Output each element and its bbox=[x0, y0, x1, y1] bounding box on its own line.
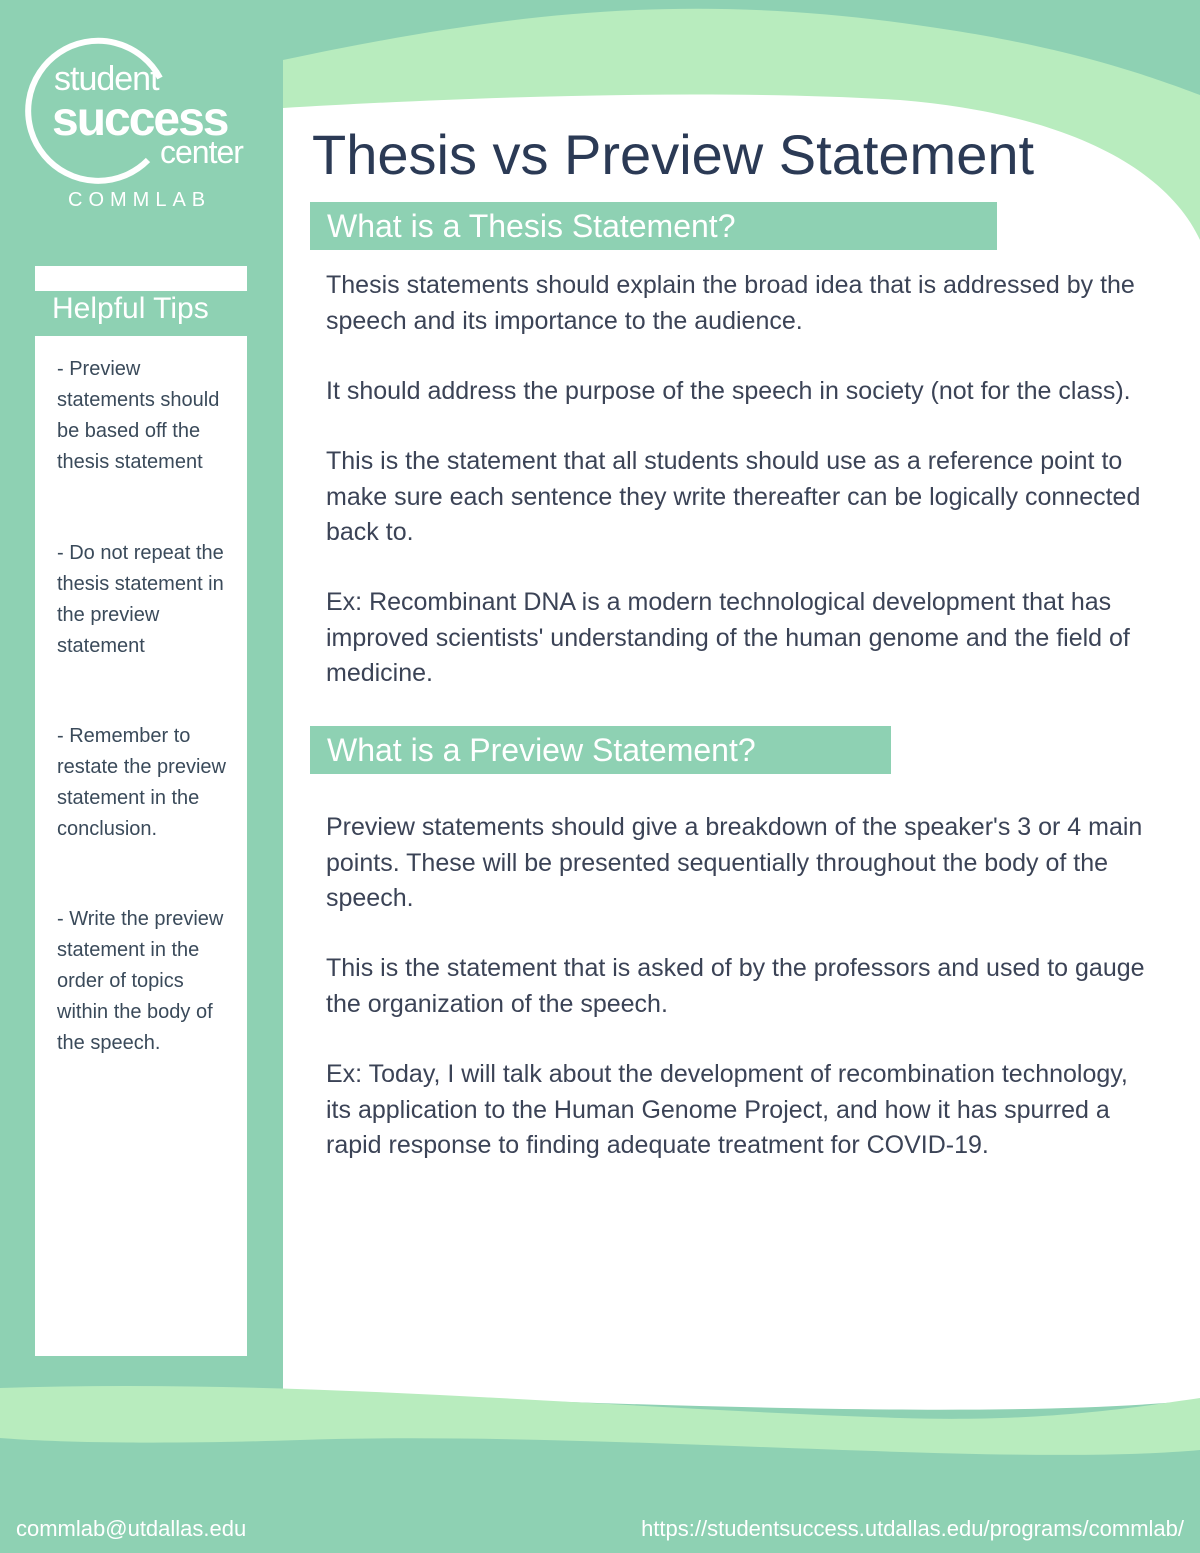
thesis-heading: What is a Thesis Statement? bbox=[327, 208, 736, 244]
tip-item: - Write the preview statement in the order of topics within the body of the speech. bbox=[57, 908, 224, 1054]
thesis-paragraph: This is the statement that all students should use as a reference point to make sure each sentence they write thereafter can be logically connected back to. bbox=[326, 447, 1141, 546]
logo-center: center bbox=[160, 134, 243, 170]
logo-commlab: COMMLAB bbox=[68, 189, 212, 211]
tip-item: - Do not repeat the thesis statement in the preview statement bbox=[57, 542, 224, 657]
thesis-paragraph: It should address the purpose of the speech in society (not for the class). bbox=[326, 377, 1131, 405]
page-title: Thesis vs Preview Statement bbox=[312, 123, 1035, 186]
logo bbox=[18, 30, 278, 230]
preview-paragraph: This is the statement that is asked of by the professors and used to gauge the organization of the speech. bbox=[326, 954, 1145, 1018]
thesis-paragraph: Thesis statements should explain the broad idea that is addressed by the speech and its importance to the audience. bbox=[326, 271, 1135, 335]
preview-paragraph: Preview statements should give a breakdown of the speaker's 3 or 4 main points. These will be presented sequentially throughout the body of the speech. bbox=[326, 813, 1143, 912]
sidebar-top-bar bbox=[35, 266, 247, 291]
logo-student: student bbox=[54, 60, 159, 98]
footer-email-link[interactable]: commlab@utdallas.edu bbox=[16, 1516, 247, 1541]
tip-item: - Preview statements should be based off the thesis statement bbox=[57, 358, 220, 473]
tips-box bbox=[35, 336, 247, 1356]
sidebar-heading: Helpful Tips bbox=[52, 292, 209, 325]
footer-website-link[interactable]: https://studentsuccess.utdallas.edu/programs/commlab/ bbox=[641, 1516, 1184, 1541]
thesis-example: Ex: Recombinant DNA is a modern technological development that has improved scientists' understanding of the human genome and the field of medicine. bbox=[326, 588, 1130, 687]
logo-success: success bbox=[52, 93, 228, 146]
preview-heading-bar bbox=[310, 726, 891, 774]
tip-item: - Remember to restate the preview statement in the conclusion. bbox=[57, 725, 226, 840]
thesis-heading-bar bbox=[310, 202, 997, 250]
preview-heading: What is a Preview Statement? bbox=[327, 732, 756, 768]
preview-example: Ex: Today, I will talk about the development of recombination technology, its application to the Human Genome Project, and how it has spurred a rapid response to finding adequate treatment for COVID-19. bbox=[326, 1060, 1128, 1159]
